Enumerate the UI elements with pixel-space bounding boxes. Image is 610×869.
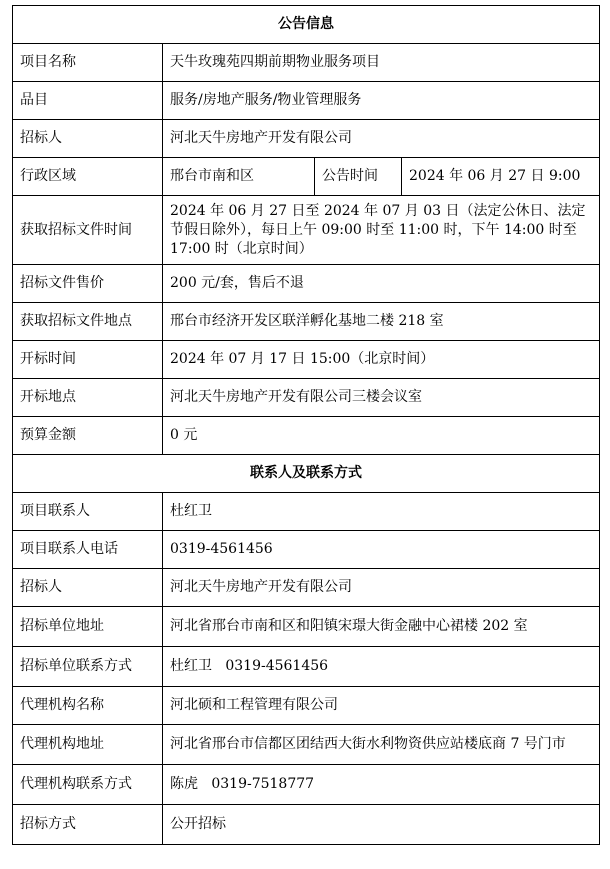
announcement-table	[12, 5, 600, 845]
row-value: 0 元	[163, 417, 600, 455]
table-row	[13, 647, 600, 687]
row-label: 招标单位地址	[13, 607, 163, 647]
row-label: 项目联系人电话	[13, 531, 163, 569]
row-label: 招标单位联系方式	[13, 647, 163, 687]
row-value: 2024 年 07 月 17 日 15:00（北京时间）	[163, 341, 600, 379]
section-title-announcement: 公告信息	[13, 6, 600, 44]
row-value: 河北省邢台市信都区团结西大街水利物资供应站楼底商 7 号门市	[163, 725, 600, 765]
region-value: 邢台市南和区	[163, 158, 315, 196]
table-row	[13, 196, 600, 265]
row-value: 杜红卫	[163, 493, 600, 531]
table-row	[13, 82, 600, 120]
row-value: 河北省邢台市南和区和阳镇宋璟大街金融中心裙楼 202 室	[163, 607, 600, 647]
table-row	[13, 493, 600, 531]
row-value: 河北天牛房地产开发有限公司	[163, 120, 600, 158]
row-label: 获取招标文件地点	[13, 303, 163, 341]
row-label: 获取招标文件时间	[13, 196, 163, 265]
row-value: 200 元/套，售后不退	[163, 265, 600, 303]
notice-time-value: 2024 年 06 月 27 日 9:00	[402, 158, 600, 196]
row-value: 2024 年 06 月 27 日至 2024 年 07 月 03 日（法定公休日、法定节假日除外），每日上午 09:00 时至 11:00 时，下午 14:00 时至 17:00 时（北京时间）	[163, 196, 600, 265]
row-value: 陈虎 0319-7518777	[163, 765, 600, 805]
table-row	[13, 265, 600, 303]
section-title-contacts: 联系人及联系方式	[13, 455, 600, 493]
table-row	[13, 531, 600, 569]
row-label: 开标地点	[13, 379, 163, 417]
row-label: 项目联系人	[13, 493, 163, 531]
row-label: 项目名称	[13, 44, 163, 82]
row-label: 开标时间	[13, 341, 163, 379]
table-row	[13, 120, 600, 158]
row-label: 代理机构联系方式	[13, 765, 163, 805]
row-value: 服务/房地产服务/物业管理服务	[163, 82, 600, 120]
row-label: 招标文件售价	[13, 265, 163, 303]
table-row	[13, 765, 600, 805]
table-row	[13, 341, 600, 379]
row-label: 品目	[13, 82, 163, 120]
table-row	[13, 158, 600, 196]
row-label: 招标方式	[13, 805, 163, 845]
table-row	[13, 44, 600, 82]
row-value: 河北天牛房地产开发有限公司三楼会议室	[163, 379, 600, 417]
notice-time-label: 公告时间	[315, 158, 402, 196]
section-header-row	[13, 455, 600, 493]
row-value: 公开招标	[163, 805, 600, 845]
row-value: 天牛玫瑰苑四期前期物业服务项目	[163, 44, 600, 82]
table-row	[13, 379, 600, 417]
table-row	[13, 303, 600, 341]
table-row	[13, 805, 600, 845]
row-label: 预算金额	[13, 417, 163, 455]
table-row	[13, 607, 600, 647]
row-label: 招标人	[13, 120, 163, 158]
row-label: 代理机构地址	[13, 725, 163, 765]
row-value: 杜红卫 0319-4561456	[163, 647, 600, 687]
row-value: 邢台市经济开发区联洋孵化基地二楼 218 室	[163, 303, 600, 341]
table-row	[13, 687, 600, 725]
row-label: 代理机构名称	[13, 687, 163, 725]
section-header-row	[13, 6, 600, 44]
row-value: 0319-4561456	[163, 531, 600, 569]
table-row	[13, 725, 600, 765]
table-row	[13, 569, 600, 607]
row-value: 河北天牛房地产开发有限公司	[163, 569, 600, 607]
row-label: 招标人	[13, 569, 163, 607]
table-row	[13, 417, 600, 455]
row-label: 行政区域	[13, 158, 163, 196]
row-value: 河北硕和工程管理有限公司	[163, 687, 600, 725]
